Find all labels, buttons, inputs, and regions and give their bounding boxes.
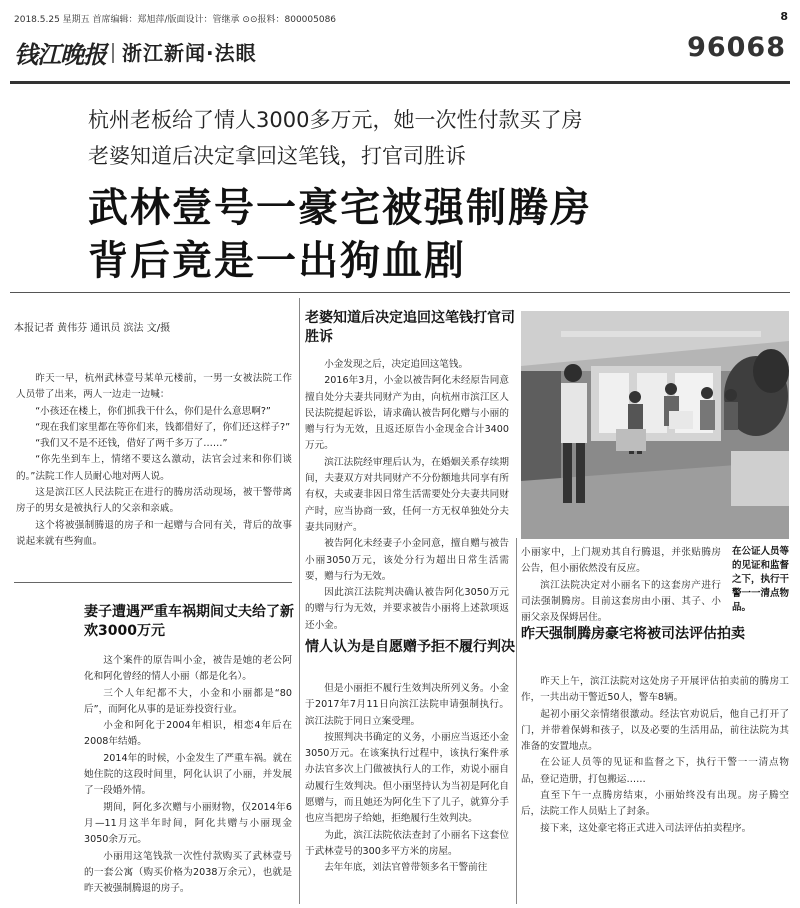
- section-heading-left: 妻子遭遇严重车祸期间丈夫给了新欢3000万元: [84, 604, 294, 639]
- paragraph: 昨天上午，滨江法院对这处房子开展评估拍卖前的腾房工作，一共出动干警近50人，警车8辆。: [521, 676, 789, 704]
- paragraph: 2014年的时候，小金发生了严重车祸。就在她住院的这段时间里，阿化认识了小丽，并发展了一段婚外情。: [84, 752, 292, 797]
- paragraph: “你先坐到车上，情绪不要这么激动，法官会过来和你们谈的。”法院工作人员耐心地对两人说。: [16, 454, 292, 482]
- paragraph: 小丽家中，上门规劝其自行腾退，并张贴腾房公告，但小丽依然没有反应。: [521, 547, 721, 575]
- main-headline-1: 武林壹号一豪宅被强制腾房: [88, 185, 592, 231]
- page-number: 8: [780, 10, 788, 23]
- issue-info: 2018.5.25 星期五 首席编辑：郑旭萍/版面设计：管继承 ⊙⊙报料：800005086: [14, 15, 337, 25]
- section-rule: [14, 582, 292, 583]
- paragraph: 去年年底，刘法官曾带领多名干警前往: [324, 862, 488, 874]
- paragraph: 在公证人员等的见证和监督之下，执行干警一一清点物品，登记造册，打包搬运……: [521, 757, 789, 785]
- paragraph: 期间，阿化多次赠与小丽财物，仅2014年6月—11月这半年时间，阿化共赠与小丽现金3050余万元。: [84, 801, 292, 846]
- mid-section-2-body: [305, 681, 509, 877]
- mid-section-1-body: [305, 357, 509, 634]
- paragraph: “现在我们家里都在等你们来，钱都借好了，你们还这样子?”: [35, 421, 291, 433]
- headline-rule: [10, 292, 790, 293]
- photo-caption: 在公证人员等的见证和监督之下，执行干警一一清点物品。: [732, 546, 790, 613]
- photo-illustration: [521, 311, 789, 539]
- right-continued-text: [521, 545, 721, 626]
- paragraph: 接下来，这处豪宅将正式进入司法评估拍卖程序。: [540, 822, 752, 834]
- masthead-rule: [10, 81, 790, 84]
- paragraph-text: 这个案件的原告叫小金，被告是她的老公阿化和阿化曾经的情人小丽（都是化名）。: [84, 655, 292, 683]
- newspaper-logo: 钱江晚报: [14, 40, 106, 69]
- column-divider: [299, 298, 300, 904]
- paragraph: 被告阿化未经妻子小金同意，擅自赠与被告小丽3050万元，该处分行为超出日常生活需要，赠与行为无效。: [305, 538, 509, 582]
- hotline-number: 96068: [687, 32, 786, 63]
- paragraph: 滨江法院决定对小丽名下的这套房产进行司法强制腾房。目前这套房由小丽、其子、小丽父亲及保姆居住。: [521, 579, 721, 624]
- section-heading-right: 昨天强制腾房豪宅将被司法评估拍卖: [521, 626, 745, 642]
- paragraph: 起初小丽父亲情绪很激动。经法官劝说后，他自己打开了门，并带着保姆和孩子，以及必要的生活用品，前往法院为其准备的安置地点。: [521, 708, 789, 753]
- paragraph: 昨天一早，杭州武林壹号某单元楼前，一男一女被法院工作人员带了出来，两人一边走一边喊：: [16, 373, 292, 401]
- section-divider: [112, 43, 114, 63]
- paragraph: “我们又不是不还钱，借好了两千多万了……”: [35, 438, 228, 450]
- paragraph: 按照判决书确定的义务，小丽应当返还小金3050万元。在该案执行过程中，该执行案件承办法官多次上门做被执行人的工作，劝说小丽自动履行生效判决。但小丽坚持认为当初是阿化自愿赠与，而且她还为阿化生下了儿子，就算分手也应当把房子给她，拒绝履行生效判决。: [305, 731, 509, 825]
- section-title: [112, 37, 257, 66]
- paragraph: 直至下午一点腾房结束，小丽始终没有出现。房子腾空后，法院工作人员贴上了封条。: [521, 790, 789, 818]
- paragraph: 滨江法院经审理后认为，在婚姻关系存续期间，夫妻双方对共同财产不分份额地共同享有所有权，夫或妻非因日常生活需要处分夫妻共同财产时，应当协商一致，任何一方无权单独处分夫妻共同财产。: [305, 456, 509, 533]
- paragraph: 小丽用这笔钱款一次性付款购买了武林壹号的一套公寓（购买价格为2038万余元），也就是昨天被强制腾退的房子。: [84, 850, 292, 895]
- column-divider: [516, 538, 517, 904]
- paragraph: 为此，滨江法院依法查封了小丽名下这套位于武林壹号的300多平方米的房屋。: [305, 829, 509, 857]
- section-heading-mid-1: 老婆知道后决定追回这笔钱打官司胜诉: [305, 310, 515, 345]
- right-section-body: [521, 674, 789, 837]
- left-section-body: [84, 653, 292, 897]
- news-photo: [521, 311, 789, 539]
- paragraph: 2016年3月，小金以被告阿化未经原告同意擅自处分夫妻共同财产为由，向杭州市滨江区人民法院提起诉讼，请求确认被告阿化赠与小丽的赠与行为无效，且返还原告小金现金合计3400万元。: [305, 375, 509, 452]
- intro-column: [16, 371, 292, 550]
- section-heading-mid-2: 情人认为是自愿赠予拒不履行判决: [305, 639, 515, 655]
- paragraph: 小金和阿化于2004年相识，相恋4年后在2008年结婚。: [84, 720, 292, 748]
- byline: 本报记者 黄伟芬 通讯员 滨法 文/摄: [14, 323, 171, 334]
- paragraph: 因此滨江法院判决确认被告阿化3050万元的赠与行为无效，并要求被告小丽将上述款项返还小金。: [305, 587, 509, 631]
- subheadline-2: 老婆知道后决定拿回这笔钱，打官司胜诉: [88, 144, 466, 168]
- paragraph: 这是滨江区人民法院正在进行的腾房活动现场，被干警带离房子的男女是被执行人的父亲和亲戚。: [16, 487, 292, 515]
- paragraph: 这个将被强制腾退的房子和一起赠与合同有关，背后的故事说起来就有些狗血。: [16, 519, 292, 547]
- paragraph: 小金发现之后，决定追回这笔钱。: [324, 359, 469, 370]
- paragraph: “小孩还在楼上，你们抓我干什么，你们是什么意思啊?”: [35, 405, 271, 417]
- section-label: 浙江新闻·法眼: [122, 41, 257, 65]
- subheadline-1: 杭州老板给了情人3000多万元，她一次性付款买了房: [88, 108, 583, 132]
- paragraph: 三个人年纪都不大，小金和小丽都是“80后”，而阿化从事的是证券投资行业。: [84, 687, 292, 715]
- paragraph: 但是小丽拒不履行生效判决所列义务。小金于2017年7月11日向滨江法院申请强制执行。滨江法院于同日立案受理。: [305, 683, 509, 727]
- main-headline-2: 背后竟是一出狗血剧: [88, 238, 466, 284]
- paragraph: [84, 653, 292, 686]
